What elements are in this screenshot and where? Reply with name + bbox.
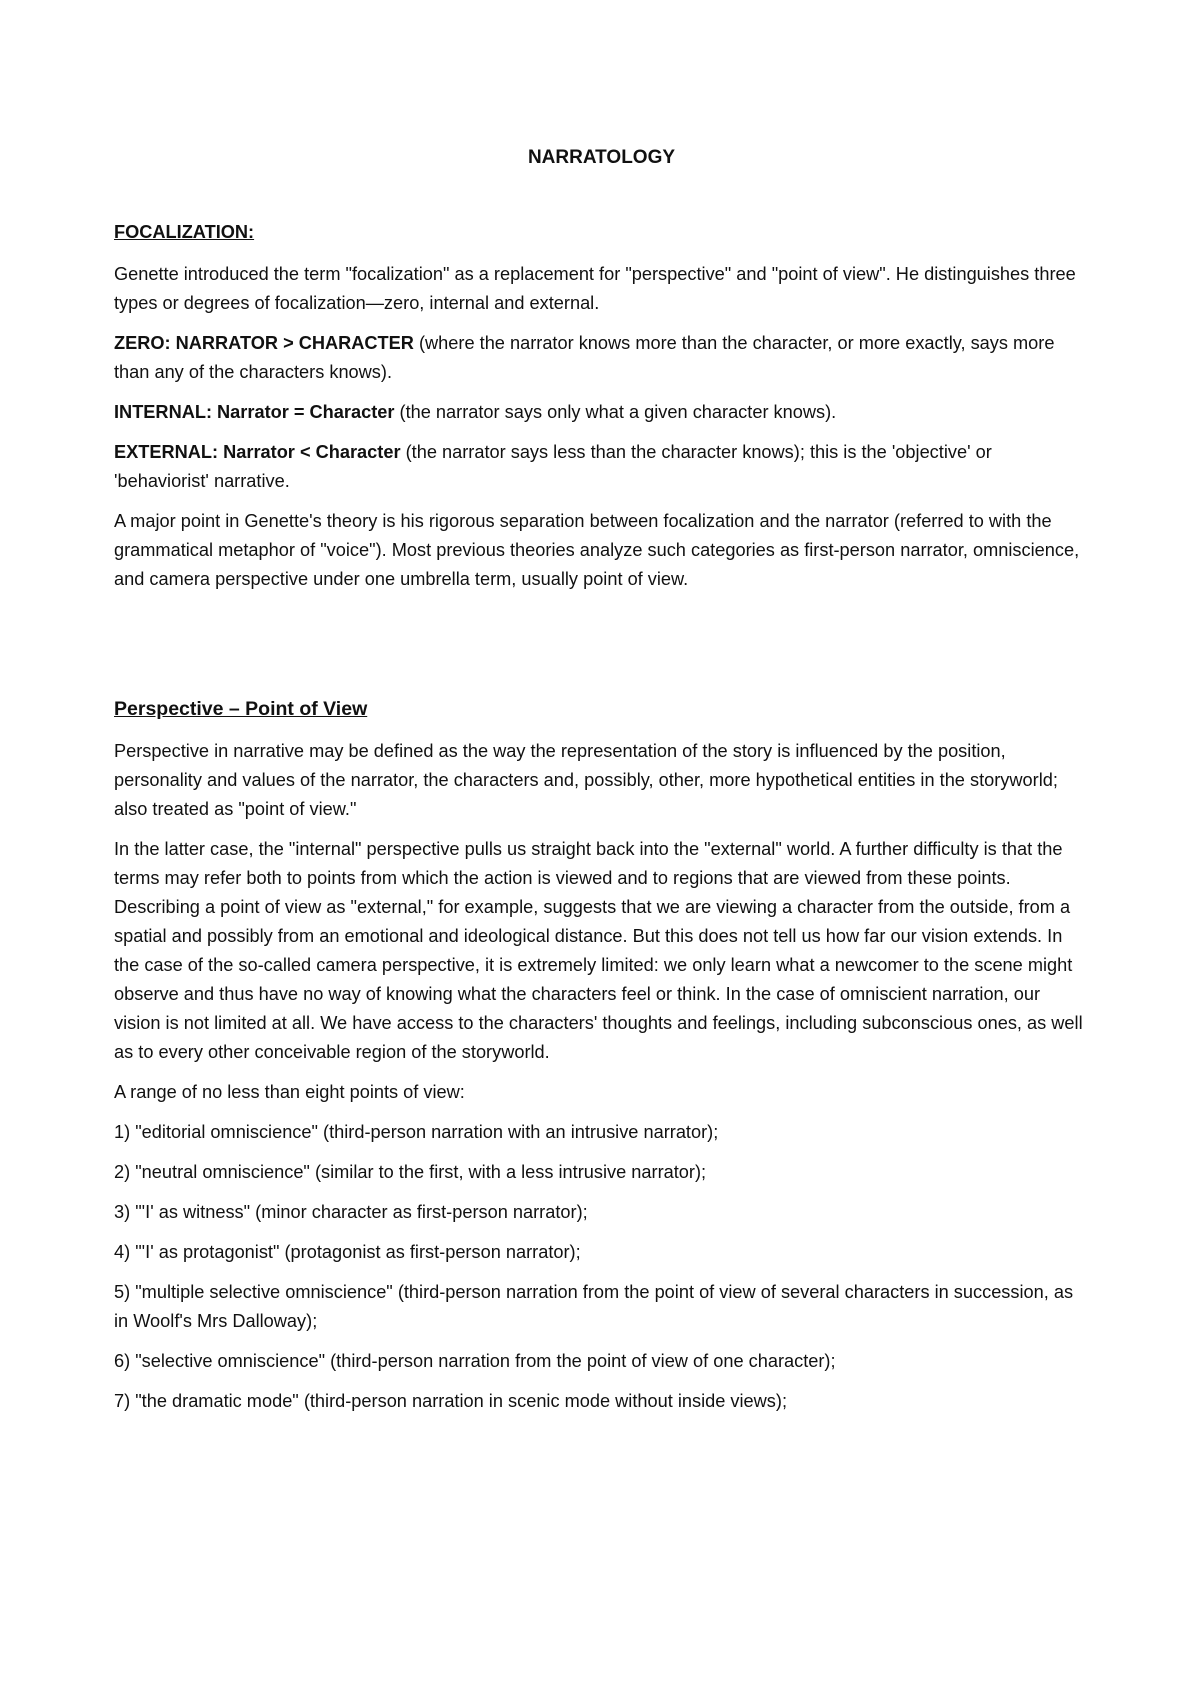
list-item: 4) "'I' as protagonist" (protagonist as first-person narrator); (114, 1242, 581, 1262)
zero-focalization-label: ZERO: NARRATOR > CHARACTER (114, 333, 414, 353)
zero-focalization-paragraph (114, 329, 1089, 387)
list-item: 5) "multiple selective omniscience" (third-person narration from the point of view of several characters in succession, as in Woolf's Mrs Dalloway); (114, 1282, 1074, 1331)
focalization-heading: FOCALIZATION: (114, 222, 255, 242)
focalization-separation-paragraph: A major point in Genette's theory is his rigorous separation between focalization and the narrator (referred to with the grammatical metaphor of "voice"). Most previous theories analyze such categories as first-person narrator, omniscience, and camera perspective under one umbrella term, usually point of view. (114, 511, 1080, 589)
document-title: NARRATOLOGY (527, 147, 676, 168)
zero-focalization-text: (where the narrator knows more than the character, or more exactly, says more than any of the characters knows). (114, 333, 1055, 382)
focalization-intro: Genette introduced the term "focalization" as a replacement for "perspective" and "point of view". He distinguishes three types or degrees of focalization—zero, internal and external. (114, 264, 1076, 313)
list-item: 1) "editorial omniscience" (third-person narration with an intrusive narrator); (114, 1122, 719, 1142)
points-of-view-intro: A range of no less than eight points of view: (114, 1082, 465, 1102)
external-focalization-text: (the narrator says less than the character knows); this is the 'objective' or 'behaviorist' narrative. (114, 442, 992, 491)
points-of-view-list (114, 1118, 1089, 1416)
list-item: 3) "'I' as witness" (minor character as first-person narrator); (114, 1202, 588, 1222)
perspective-discussion: In the latter case, the "internal" perspective pulls us straight back into the "external" world. A further difficulty is that the terms may refer both to points from which the action is viewed and to regions that are viewed from these points. Describing a point of view as "external," for example, suggests that we are viewing a character from the outside, from a spatial and possibly from an emotional and ideological distance. But this does not tell us how far our vision extends. In the case of the so-called camera perspective, it is extremely limited: we only learn what a newcomer to the scene might observe and thus have no way of knowing what the characters feel or think. In the case of omniscient narration, our vision is not limited at all. We have access to the characters' thoughts and feelings, including subconscious ones, as well as to every other conceivable region of the storyworld. (114, 839, 1083, 1062)
list-item: 6) "selective omniscience" (third-person narration from the point of view of one character); (114, 1351, 836, 1371)
external-focalization-label: EXTERNAL: Narrator < Character (114, 442, 401, 462)
internal-focalization-text: (the narrator says only what a given character knows). (394, 402, 837, 422)
document-body (114, 146, 1089, 1427)
perspective-definition: Perspective in narrative may be defined as the way the representation of the story is influenced by the position, personality and values of the narrator, the characters and, possibly, other, more hypothetical entities in the storyworld; also treated as "point of view." (114, 741, 1058, 819)
internal-focalization-paragraph (114, 398, 1089, 427)
section-spacer (114, 605, 1089, 695)
perspective-heading: Perspective – Point of View (114, 698, 368, 720)
external-focalization-paragraph (114, 438, 1089, 496)
list-item: 7) "the dramatic mode" (third-person narration in scenic mode without inside views); (114, 1391, 788, 1411)
list-item: 2) "neutral omniscience" (similar to the first, with a less intrusive narrator); (114, 1162, 707, 1182)
internal-focalization-label: INTERNAL: Narrator = Character (114, 402, 395, 422)
